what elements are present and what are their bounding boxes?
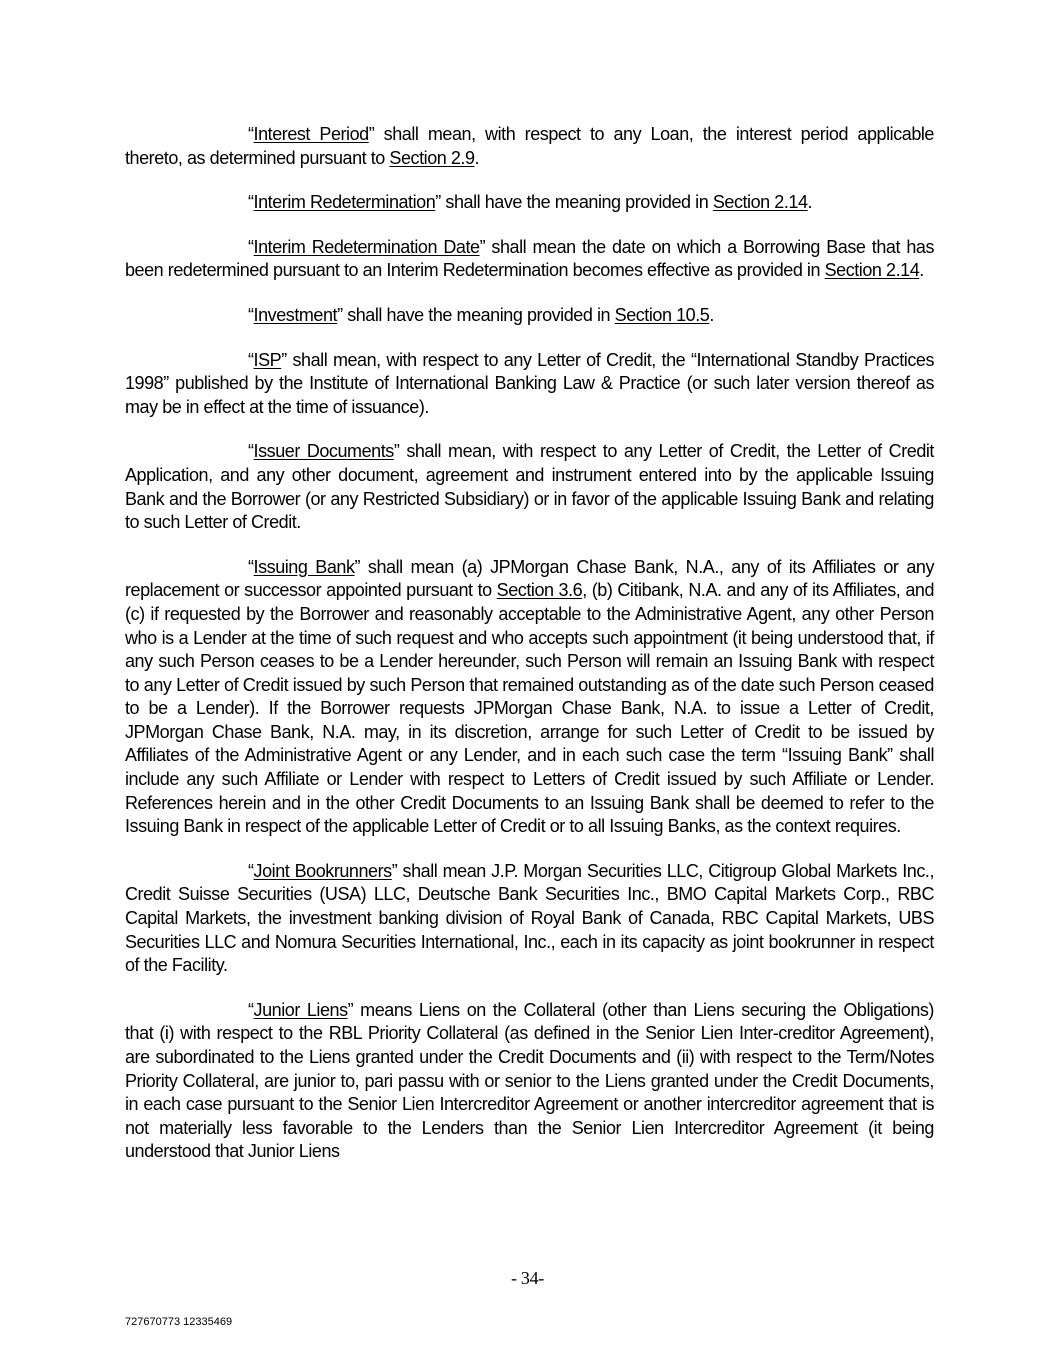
close-quote: ” (281, 349, 287, 370)
definition-text: , (b) Citibank, N.A. and any of its Affiliates, and (c) if requested by the Borrower and reasonably acceptable to the Administrative Agent, any other Person who is a Lender at the time of such request and who accepts such appointment (it being understood that, if any such Person ceases to be a Lender hereunder, such Person will remain an Issuing Bank with respect to any Letter of Credit issued by such Person that remained outstanding as of the date such Person ceased to be a Lender). If the Borrower requests JPMorgan Chase Bank, N.A. to issue a Letter of Credit, JPMorgan Chase Bank, N.A. may, in its discretion, arrange for such Letter of Credit to be issued by Affiliates of the Administrative Agent or any Lender, and in each such case the term “Issuing Bank” shall include any such Affiliate or Lender with respect to Letters of Credit issued by such Affiliate or Lender. References herein and in the other Credit Documents to an Issuing Bank shall be deemed to refer to the Issuing Bank in respect of the applicable Letter of Credit or to all Issuing Banks, as the context requires. (125, 580, 934, 837)
document-body (125, 123, 934, 1185)
open-quote: “ (248, 349, 254, 370)
definition-issuer-documents (125, 440, 934, 534)
defined-term: Interim Redetermination (253, 192, 436, 213)
section-reference-link[interactable]: Section 2.14 (824, 260, 920, 281)
defined-term: Issuer Documents (253, 441, 394, 462)
definition-issuing-bank (125, 556, 934, 839)
definition-text: . (474, 147, 480, 168)
close-quote: ” (368, 124, 375, 144)
defined-term: Joint Bookrunners (253, 860, 392, 881)
definition-text: shall mean, with respect to any Letter of Credit, the “International Standby Practices 1998” published by the Institute of International Banking Law & Practice (or such later version thereof as may be in effect at the time of issuance). (125, 349, 934, 417)
definition-text: shall mean J.P. Morgan Securities LLC, Citigroup Global Markets Inc., Credit Suisse Securities (USA) LLC, Deutsche Bank Securities Inc., BMO Capital Markets Corp., RBC Capital Markets, the investment banking division of Royal Bank of Canada, RBC Capital Markets, UBS Securities LLC and Nomura Securities International, Inc., each in its capacity as joint bookrunner in respect of the Facility. (125, 860, 934, 976)
defined-term: Interim Redetermination Date (253, 236, 480, 257)
open-quote: “ (248, 192, 254, 213)
section-reference-link[interactable]: Section 10.5 (614, 304, 710, 325)
close-quote: ” (347, 999, 354, 1020)
open-quote: “ (248, 304, 254, 325)
section-reference-link[interactable]: Section 3.6 (496, 580, 583, 601)
definition-joint-bookrunners (125, 860, 934, 978)
definition-text: . (919, 260, 924, 281)
definition-interim-redetermination (125, 191, 934, 215)
section-reference-link[interactable]: Section 2.14 (712, 192, 808, 213)
close-quote: ” (354, 556, 361, 577)
defined-term: Interest Period (253, 124, 369, 144)
close-quote: ” (393, 441, 400, 462)
page-number: - 34- (511, 1268, 544, 1288)
defined-term: Junior Liens (253, 999, 348, 1020)
open-quote: “ (248, 860, 254, 881)
section-reference-link[interactable]: Section 2.9 (389, 147, 475, 168)
definition-text: shall mean, with respect to any Letter of Credit, the Letter of Credit Application, and any other document, agreement and instrument entered into by the applicable Issuing Bank and the Borrower (or any Restricted Subsidiary) or in favor of the applicable Issuing Bank and relating to such Letter of Credit. (125, 441, 934, 533)
defined-term: ISP (253, 349, 282, 370)
definition-text: means Liens on the Collateral (other than Liens securing the Obligations) that (i) with respect to the RBL Priority Collateral (as defined in the Senior Lien Inter-creditor Agreement), are subordinated to the Liens granted under the Credit Documents and (ii) with respect to the Term/Notes Priority Collateral, are junior to, pari passu with or senior to the Liens granted under the Credit Documents, in each case pursuant to the Senior Lien Intercreditor Agreement or another intercreditor agreement that is not materially less favorable to the Lenders than the Senior Lien Intercreditor Agreement (it being understood that Junior Liens (125, 999, 934, 1162)
open-quote: “ (248, 236, 254, 257)
document-id: 727670773 12335469 (125, 1316, 233, 1328)
definition-text: shall have the meaning provided in (342, 304, 615, 325)
open-quote: “ (248, 441, 254, 462)
definition-text: shall mean the date on which a Borrowing Base that has been redetermined pursuant to an Interim Redetermination becomes effective as provided in (125, 236, 934, 281)
close-quote: ” (479, 236, 486, 257)
defined-term: Investment (253, 304, 338, 325)
open-quote: “ (248, 999, 254, 1020)
open-quote: “ (248, 124, 254, 144)
definition-interim-redetermination-date (125, 236, 934, 283)
open-quote: “ (248, 556, 254, 577)
defined-term: Issuing Bank (253, 556, 355, 577)
definition-investment (125, 304, 934, 328)
close-quote: ” (391, 860, 398, 881)
definition-junior-liens (125, 999, 934, 1164)
definition-text: . (807, 192, 813, 213)
definition-interest-period (125, 123, 934, 170)
definition-text: . (709, 304, 714, 325)
close-quote: ” (435, 192, 441, 213)
definition-isp (125, 349, 934, 420)
close-quote: ” (337, 304, 343, 325)
definition-text: shall have the meaning provided in (440, 192, 713, 213)
definition-text: shall mean (a) JPMorgan Chase Bank, N.A., any of its Affiliates or any replacement or successor appointed pursuant to (125, 556, 934, 601)
definition-text: shall mean, with respect to any Loan, the interest period applicable thereto, as determined pursuant to (125, 124, 934, 168)
